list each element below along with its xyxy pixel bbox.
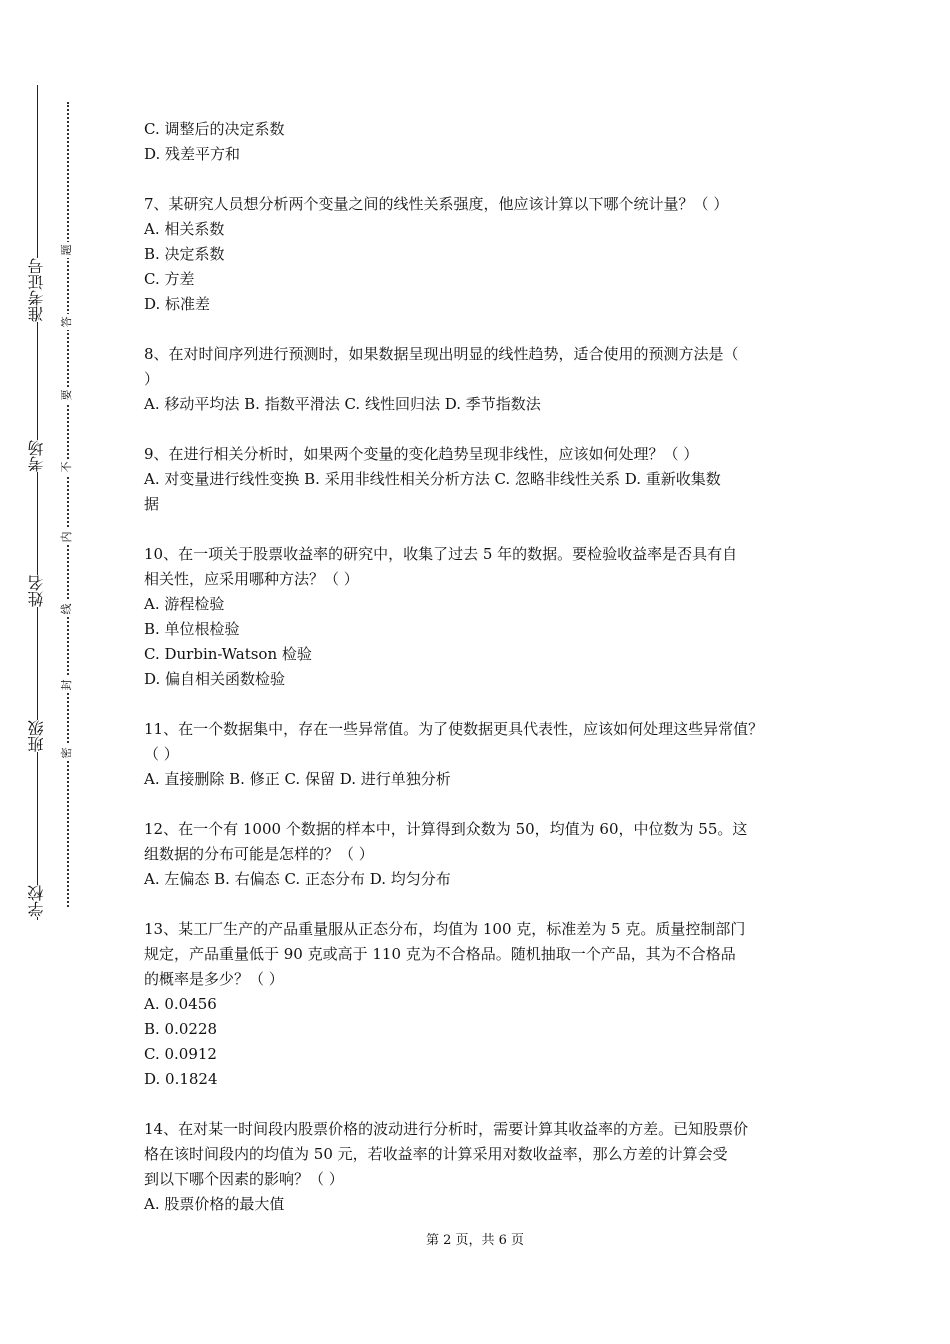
question-stem: 格在该时间段内的均值为 50 元，若收益率的计算采用对数收益率，那么方差的计算会受: [144, 1145, 728, 1163]
seal-char: 不: [59, 459, 75, 475]
option-line: B. 单位根检验: [144, 620, 240, 638]
question-stem: 组数据的分布可能是怎样的？（ ）: [144, 845, 374, 863]
option-line: C. 0.0912: [144, 1045, 217, 1063]
exam-content: [144, 117, 824, 1217]
option-line: C. Durbin-Watson 检验: [144, 645, 312, 663]
admission-number-field-label: 准考证号: [20, 258, 54, 322]
binding-line: [37, 85, 38, 920]
question-block: [144, 542, 824, 692]
question-block: [144, 717, 824, 792]
question-stem: 到以下哪个因素的影响？（ ）: [144, 1170, 344, 1188]
seal-char: 封: [59, 677, 75, 693]
question-stem: 9、在进行相关分析时，如果两个变量的变化趋势呈现非线性，应该如何处理？（ ）: [144, 445, 699, 463]
option-line: A. 直接删除 B. 修正 C. 保留 D. 进行单独分析: [144, 770, 451, 788]
option-line: A. 相关系数: [144, 220, 225, 238]
exam-room-field-label: 考场: [20, 440, 54, 472]
question-stem: 13、某工厂生产的产品重量服从正态分布，均值为 100 克，标准差为 5 克。质量控制部门: [144, 920, 746, 938]
option-line: A. 移动平均法 B. 指数平滑法 C. 线性回归法 D. 季节指数法: [144, 395, 541, 413]
school-field-label: 学校: [20, 885, 54, 917]
seal-char: 内: [59, 529, 75, 545]
question-stem: 8、在对时间序列进行预测时，如果数据呈现出明显的线性趋势，适合使用的预测方法是（: [144, 345, 739, 363]
seal-char: 密: [59, 745, 75, 761]
name-field-label: 姓名: [20, 575, 54, 607]
question-block: [144, 442, 824, 517]
seal-char: 线: [59, 601, 75, 617]
class-field-label: 班级: [20, 720, 54, 752]
option-line: D. 0.1824: [144, 1070, 218, 1088]
option-line: 据: [144, 495, 160, 513]
question-block: [144, 192, 824, 317]
question-stem: 的概率是多少？（ ）: [144, 970, 284, 988]
option-line: C. 调整后的决定系数: [144, 120, 285, 138]
question-stem: 规定，产品重量低于 90 克或高于 110 克为不合格品。随机抽取一个产品，其为不合格品: [144, 945, 736, 963]
seal-char: 题: [59, 242, 75, 258]
question-stem: 7、某研究人员想分析两个变量之间的线性关系强度，他应该计算以下哪个统计量？（ ）: [144, 195, 729, 213]
option-line: A. 游程检验: [144, 595, 225, 613]
option-line: A. 对变量进行线性变换 B. 采用非线性相关分析方法 C. 忽略非线性关系 D. 重新收集数: [144, 470, 721, 488]
question-block: [144, 342, 824, 417]
option-line: D. 标准差: [144, 295, 211, 313]
question-stem: 相关性，应采用哪种方法？（ ）: [144, 570, 359, 588]
question-stem: ）: [144, 370, 160, 388]
binding-margin: [0, 0, 100, 1344]
question-block: [144, 1117, 824, 1217]
option-line: B. 0.0228: [144, 1020, 218, 1038]
seal-char: 要: [59, 387, 75, 403]
option-line: A. 左偏态 B. 右偏态 C. 正态分布 D. 均匀分布: [144, 870, 451, 888]
seal-dotted-line: [67, 102, 69, 907]
seal-char: 答: [59, 314, 75, 330]
option-line: A. 0.0456: [144, 995, 217, 1013]
question-block: [144, 917, 824, 1092]
option-line: B. 决定系数: [144, 245, 225, 263]
question-block: [144, 817, 824, 892]
question-stem: 12、在一个有 1000 个数据的样本中，计算得到众数为 50，均值为 60，中位数为 55。这: [144, 820, 748, 838]
question-block: [144, 117, 824, 167]
option-line: A. 股票价格的最大值: [144, 1195, 285, 1213]
option-line: D. 偏自相关函数检验: [144, 670, 286, 688]
page-number-footer: 第 2 页，共 6 页: [425, 1233, 525, 1248]
question-stem: 14、在对某一时间段内股票价格的波动进行分析时，需要计算其收益率的方差。已知股票价: [144, 1120, 749, 1138]
option-line: D. 残差平方和: [144, 145, 241, 163]
question-stem: （ ）: [144, 745, 179, 763]
question-stem: 10、在一项关于股票收益率的研究中，收集了过去 5 年的数据。要检验收益率是否具有自: [144, 545, 738, 563]
question-stem: 11、在一个数据集中，存在一些异常值。为了使数据更具代表性，应该如何处理这些异常值？: [144, 720, 764, 738]
option-line: C. 方差: [144, 270, 195, 288]
